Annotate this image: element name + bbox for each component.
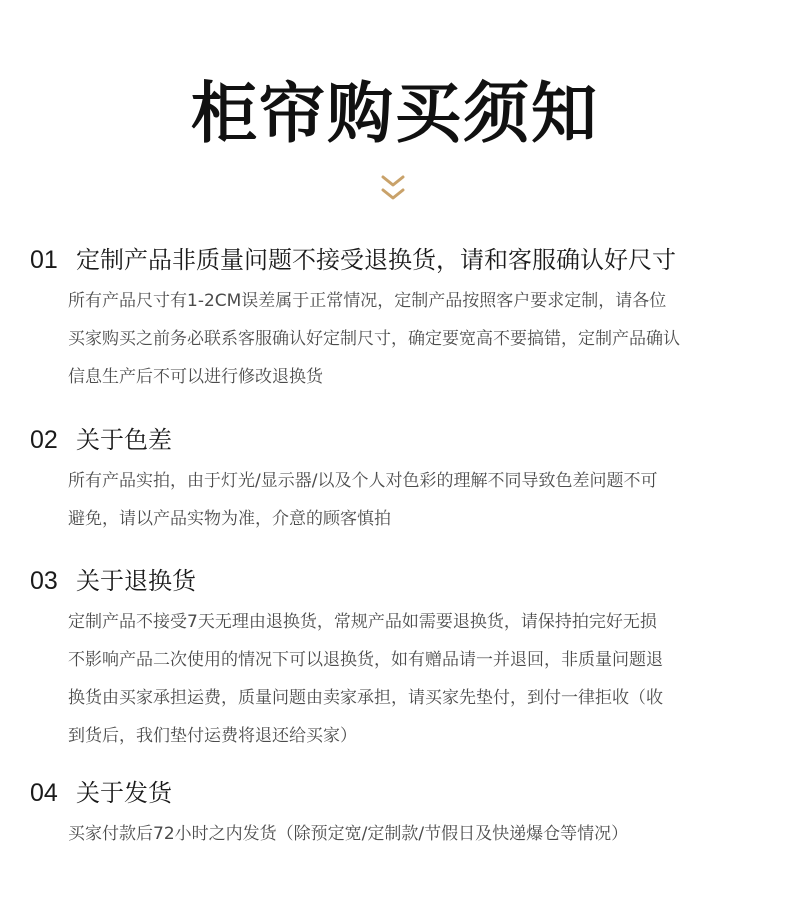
section-text-line: 买家付款后72小时之内发货（除预定宽/定制款/节假日及快递爆仓等情况） — [68, 824, 629, 844]
section-number: 01 — [30, 246, 58, 274]
section-text-line: 信息生产后不可以进行修改退换货 — [68, 367, 323, 387]
page-title: 柜帘购买须知 — [191, 75, 599, 152]
double-chevron-down-icon — [380, 172, 406, 206]
section-number: 03 — [30, 567, 58, 595]
section-heading — [30, 561, 760, 601]
section-body — [68, 282, 760, 396]
section-title: 定制产品非质量问题不接受退换货，请和客服确认好尺寸 — [76, 246, 676, 274]
section-title: 关于色差 — [76, 426, 172, 454]
section-text-line: 买家购买之前务必联系客服确认好定制尺寸，确定要宽高不要搞错，定制产品确认 — [68, 329, 680, 349]
section-body — [68, 815, 760, 853]
section-text-line: 换货由买家承担运费，质量问题由卖家承担，请买家先垫付，到付一律拒收（收 — [68, 688, 663, 708]
section-text-line: 所有产品尺寸有1-2CM误差属于正常情况，定制产品按照客户要求定制，请各位 — [68, 291, 667, 311]
section-heading — [30, 240, 760, 280]
notice-section-shipping — [30, 773, 760, 853]
notice-section-color-difference — [30, 420, 760, 538]
section-number: 04 — [30, 779, 58, 807]
notice-section-returns — [30, 561, 760, 755]
section-number: 02 — [30, 426, 58, 454]
section-title: 关于发货 — [76, 779, 172, 807]
section-heading — [30, 773, 760, 813]
notice-section-custom-products — [30, 240, 760, 396]
section-title: 关于退换货 — [76, 567, 196, 595]
section-body — [68, 603, 760, 755]
section-text-line: 定制产品不接受7天无理由退换货，常规产品如需要退换货，请保持拍完好无损 — [68, 612, 657, 632]
section-text-line: 到货后，我们垫付运费将退还给买家） — [68, 726, 357, 746]
section-text-line: 避免，请以产品实物为准，介意的顾客慎拍 — [68, 509, 391, 529]
section-text-line: 不影响产品二次使用的情况下可以退换货，如有赠品请一并退回，非质量问题退 — [68, 650, 663, 670]
section-body — [68, 462, 760, 538]
section-text-line: 所有产品实拍，由于灯光/显示器/以及个人对色彩的理解不同导致色差问题不可 — [68, 471, 658, 491]
section-heading — [30, 420, 760, 460]
